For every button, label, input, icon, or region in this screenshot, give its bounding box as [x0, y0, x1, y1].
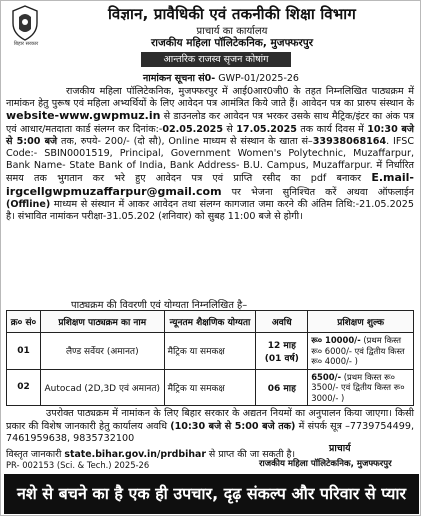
slogan-banner: नशे से बचने का है एक ही उपचार, दृढ़ संकल्प और परिवार से प्यार [4, 474, 419, 514]
office-hours: 10:30 बजे से 5:00 बजे [6, 123, 414, 147]
row-fee [308, 369, 414, 406]
footer-paragraph: उपरोक्त पाठ्यक्रम में नामांकन के लिए बिहार सरकार के अद्यतन नियमों का अनुपालन किया जाएगा। किसी प्रकार की विशेष जानकारी हेतु कार्यालय अवधि (10:30 बजे से 5:00 बजे तक) में संपर्क सूत्र –7739754499, 7461959638, 9835732100 [6, 408, 414, 445]
college-heading: राजकीय महिला पॉलिटेकनिक, मुजफ्फरपुर [150, 37, 314, 49]
cell-band: आन्तरिक राजस्व सृजन कोषांग [141, 52, 291, 67]
notice-label: नामांकन सूचना सं0- [143, 73, 216, 84]
fee-amount: रू० 10000/- [311, 335, 361, 345]
fee-detail: (प्रथम किस्त रू० 6000/- एवं द्वितीय किस्त रू० 4000/- ) [311, 335, 405, 366]
row-course: लैण्ड सर्वेयर (अमानत) [40, 333, 164, 370]
row-fee [308, 333, 414, 370]
row-qualification: मैट्रिक या समकक्ष [164, 333, 256, 370]
header-fee: प्रशिक्षण शुल्क [308, 311, 414, 333]
row-duration: 06 माह [256, 369, 308, 406]
footer-hours: (10:30 बजे से 5:00 बजे तक) [170, 420, 296, 432]
department-heading: विज्ञान, प्रावैधिकी एवं तकनीकी शिक्षा विभाग [107, 5, 357, 23]
date-from: 02.05.2025 [162, 123, 224, 135]
notice-number [121, 71, 321, 84]
account-number: 33938068164 [312, 135, 387, 147]
fee-detail: (प्रथम किस्त रू० 3500/- एवं द्वितीय किस्त रू० 3000/- ) [311, 371, 405, 403]
offline-mode: (Offline) [6, 198, 51, 210]
table-title: पाठ्यक्रम की विवरणी एवं योग्यता निम्नलिखित है– [71, 300, 248, 311]
row-serial: 01 [7, 333, 41, 370]
notice-body: राजकीय महिला पॉलिटेकनिक, मुजफ्फरपुर में आई0आर0जी0 के तहत निम्नलिखित पाठ्यक्रम में नामांकन हेतु पुरूष एवं महिला अभ्यर्थियों के लिए आवेदन पत्र आमंत्रित किये जाते हैं। आवेदन पत्र का प्रारुप संस्थान के website-www.gwpmuz.in से डाउनलोड कर आवेदन पत्र भरकर उसके साथ मैट्रिक/इंटर का अंक पत्र एवं आधार/मतदाता कार्ड संलग्न कर दिनांक:-02.05.2025 से 17.05.2025 तक कार्य दिवस में 10:30 बजे से 5:00 बजे तक, रुपये- 200/- (दो सौ), Online माध्यम से संस्थान के खाता सं–33938068164. IFSC Code:- SBIN0001519, Principal, Government Women's Polytechnic, Muzaffarpur, Bank Name- State Bank of India, Bank Address- B.U. Campus, Muzaffarpur. में निर्धारित समय तक भुगतान कर भरे हुए आवेदन पत्र एवं प्राप्ति रसीद का pdf बनाकर E.mail- irgcellgwpmuzaffarpur@gmail.com पर भेजना सुनिश्चित करें अथवा ऑफलाईन (Offline) माध्यम से संस्थान में आकर आवेदन तथा संलग्न कागजात जमा करने की अंतिम तिथि:-21.05.2025 है। संभावित नामांकन परीक्षा-31.05.202 (शनिवार) को सुबह 11:00 बजे से होगी। [6, 86, 415, 223]
signature-title: प्राचार्य [329, 443, 351, 454]
notice-number-value: GWP-01/2025-26 [215, 73, 299, 84]
emblem-caption: बिहार सरकार [13, 41, 39, 47]
row-course: Autocad (2D,3D एवं अमानत) [40, 369, 164, 406]
table-header-row [7, 311, 414, 333]
office-heading: प्राचार्य का कार्यालय [196, 26, 268, 37]
row-duration: 12 माह (01 वर्ष) [256, 333, 308, 370]
row-serial: 02 [7, 369, 41, 406]
pr-number: PR- 002153 (Sci. & Tech.) 2025-26 [6, 460, 150, 470]
website-line: विस्तृत जानकारी state.bihar.gov.in/prdbihar से प्राप्त की जा सकती है। [6, 449, 296, 460]
table-row [7, 333, 414, 370]
courses-table [6, 310, 414, 406]
website-link[interactable]: website-www.gwpmuz.in [6, 109, 161, 123]
header-duration: अवधि [256, 311, 308, 333]
signature-college: राजकीय महिला पॉलिटेकनिक, मुजफ्फरपुर [259, 459, 392, 469]
header-serial: क्र० सं० [7, 311, 41, 333]
header-course: प्रशिक्षण पाठ्यक्रम का नाम [40, 311, 164, 333]
table-row [7, 369, 414, 406]
bihar-emblem-icon [11, 5, 39, 41]
prd-website-link[interactable]: state.bihar.gov.in/prdbihar [64, 449, 206, 460]
row-qualification: मैट्रिक या समकक्ष [164, 369, 256, 406]
date-to: 17.05.2025 [236, 123, 297, 135]
fee-amount: 6500/- [311, 371, 342, 382]
header-qualification: न्यूनतम शैक्षणिक योग्यता [164, 311, 256, 333]
email-link[interactable]: E.mail- irgcellgwpmuzaffarpur@gmail.com [6, 171, 414, 198]
